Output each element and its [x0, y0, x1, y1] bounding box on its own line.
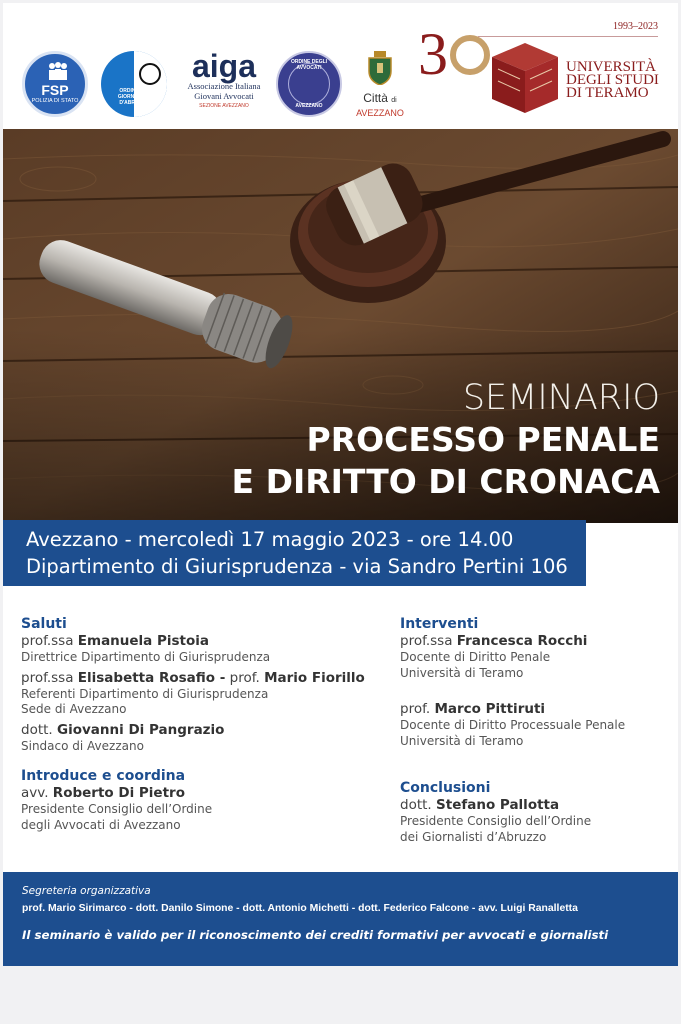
speaker-role: Referenti Dipartimento di Giurisprudenza: [21, 686, 269, 701]
speaker-role: Direttrice Dipartimento di Giurisprudenza: [21, 650, 271, 664]
seminar-poster: [3, 3, 678, 966]
speaker-name-bold: Marco Pittiruti: [434, 701, 546, 717]
universita-line2: DEGLI STUDI: [566, 72, 659, 88]
program-right-column: [400, 616, 670, 845]
universita-teramo-logo: [418, 21, 678, 121]
interventi-heading: Interventi: [400, 616, 479, 632]
speaker-role: Università di Teramo: [400, 665, 524, 680]
ordine-avvocati-logo: [276, 51, 342, 117]
speaker-role: Docente di Diritto Penale: [400, 650, 551, 664]
ordine-avvocati-bottom: AVEZZANO: [295, 103, 323, 109]
saluti-heading: Saluti: [21, 616, 67, 632]
speaker-title: avv.: [21, 785, 49, 801]
hero-title-line1: PROCESSO PENALE: [306, 420, 660, 459]
speaker-title: prof.ssa: [400, 633, 453, 649]
universita-line1: UNIVERSITÀ: [566, 59, 656, 75]
speaker-role: Docente di Diritto Processuale Penale: [400, 718, 626, 732]
speaker-name: [21, 722, 393, 739]
speaker-name: [21, 785, 393, 802]
speaker-role: degli Avvocati di Avezzano: [21, 817, 181, 832]
event-location: Dipartimento di Giurisprudenza - via Sandro Pertini 106: [26, 555, 568, 578]
citta-name: AVEZZANO: [356, 108, 404, 118]
speaker-name: [21, 670, 393, 687]
credits-validity-note: Il seminario è valido per il riconoscimento dei crediti formativi per avvocati e giornalisti: [22, 928, 609, 942]
speaker-role: Presidente Consiglio dell’Ordine: [21, 802, 213, 816]
citta-word: Città: [363, 91, 388, 105]
speaker-name: [21, 633, 393, 650]
fsp-subtitle: POLIZIA DI STATO: [31, 98, 79, 104]
ordine-giornalisti-text: ORDINE DEI GIORNALISTI D'ABRUZZO: [117, 88, 151, 106]
aiga-line2: Giovani Avvocati: [194, 91, 254, 101]
speaker-name-bold: Stefano Pallotta: [436, 797, 560, 813]
hero-image: [3, 129, 678, 523]
speaker-role: Sindaco di Avezzano: [21, 738, 144, 753]
speaker-name-bold: Elisabetta Rosafio -: [77, 669, 226, 686]
ordine-avvocati-top: ORDINE DEGLI AVVOCATI: [290, 59, 328, 71]
ring-icon: [139, 63, 161, 85]
anniversary-years: 1993–2023: [613, 21, 658, 32]
date-location-band: [3, 520, 586, 586]
organizer-footer: [3, 872, 678, 966]
aiga-wordmark: aiga: [191, 48, 257, 84]
event-date: Avezzano - mercoledì 17 maggio 2023 - ore 14.00: [26, 528, 514, 551]
program-left-column: [21, 616, 393, 833]
speaker-title: prof.: [229, 669, 260, 686]
speaker-name: [400, 633, 670, 650]
speaker-title: prof.ssa: [21, 669, 74, 686]
ordine-giornalisti-logo: [101, 51, 167, 117]
speaker-name-bold: Roberto Di Pietro: [52, 785, 185, 801]
anniversary-zero-ring: [450, 35, 490, 75]
speaker-name: [400, 797, 670, 814]
hero-title-line2: E DIRITTO DI CRONACA: [231, 462, 660, 501]
speaker-role: Università di Teramo: [400, 733, 524, 748]
speaker-name-bold: Mario Fiorillo: [264, 669, 365, 686]
aiga-line1: Associazione Italiana: [187, 81, 261, 91]
speaker-role: Presidente Consiglio dell’Ordine: [400, 814, 592, 828]
segreteria-people: prof. Mario Sirimarco - dott. Danilo Simone - dott. Antonio Michetti - dott. Federico Falcone - avv. Luigi Ranalletta: [22, 903, 578, 914]
segreteria-label: Segreteria organizzativa: [22, 885, 151, 897]
speaker-name-bold: Emanuela Pistoia: [77, 633, 210, 649]
speaker-role: dei Giornalisti d’Abruzzo: [400, 829, 547, 844]
speaker-title: prof.: [400, 701, 431, 717]
fsp-police-logo: [22, 51, 88, 117]
aiga-logo: [178, 48, 270, 121]
anniversary-number: 3: [418, 21, 448, 87]
speaker-title: prof.ssa: [21, 633, 74, 649]
hero-kicker: SEMINARIO: [462, 378, 660, 418]
aiga-sezione: SEZIONE AVEZZANO: [199, 103, 249, 109]
fsp-title: FSP: [41, 82, 69, 98]
universita-line3: DI TERAMO: [566, 85, 649, 101]
speaker-title: dott.: [400, 797, 432, 813]
citta-di: di: [391, 97, 397, 104]
speaker-name: [400, 701, 670, 718]
logo-header: [3, 3, 678, 128]
police-people-icon: [45, 62, 71, 80]
introduce-heading: Introduce e coordina: [21, 768, 186, 784]
speaker-title: dott.: [21, 721, 53, 738]
speaker-name-bold: Francesca Rocchi: [456, 633, 588, 649]
speaker-name-bold: Giovanni Di Pangrazio: [57, 721, 225, 738]
city-crest-icon: [367, 51, 393, 85]
conclusioni-heading: Conclusioni: [400, 780, 491, 796]
speaker-role: Sede di Avezzano: [21, 702, 127, 716]
university-cube-icon: [490, 41, 560, 115]
citta-avezzano-logo: [353, 51, 407, 123]
